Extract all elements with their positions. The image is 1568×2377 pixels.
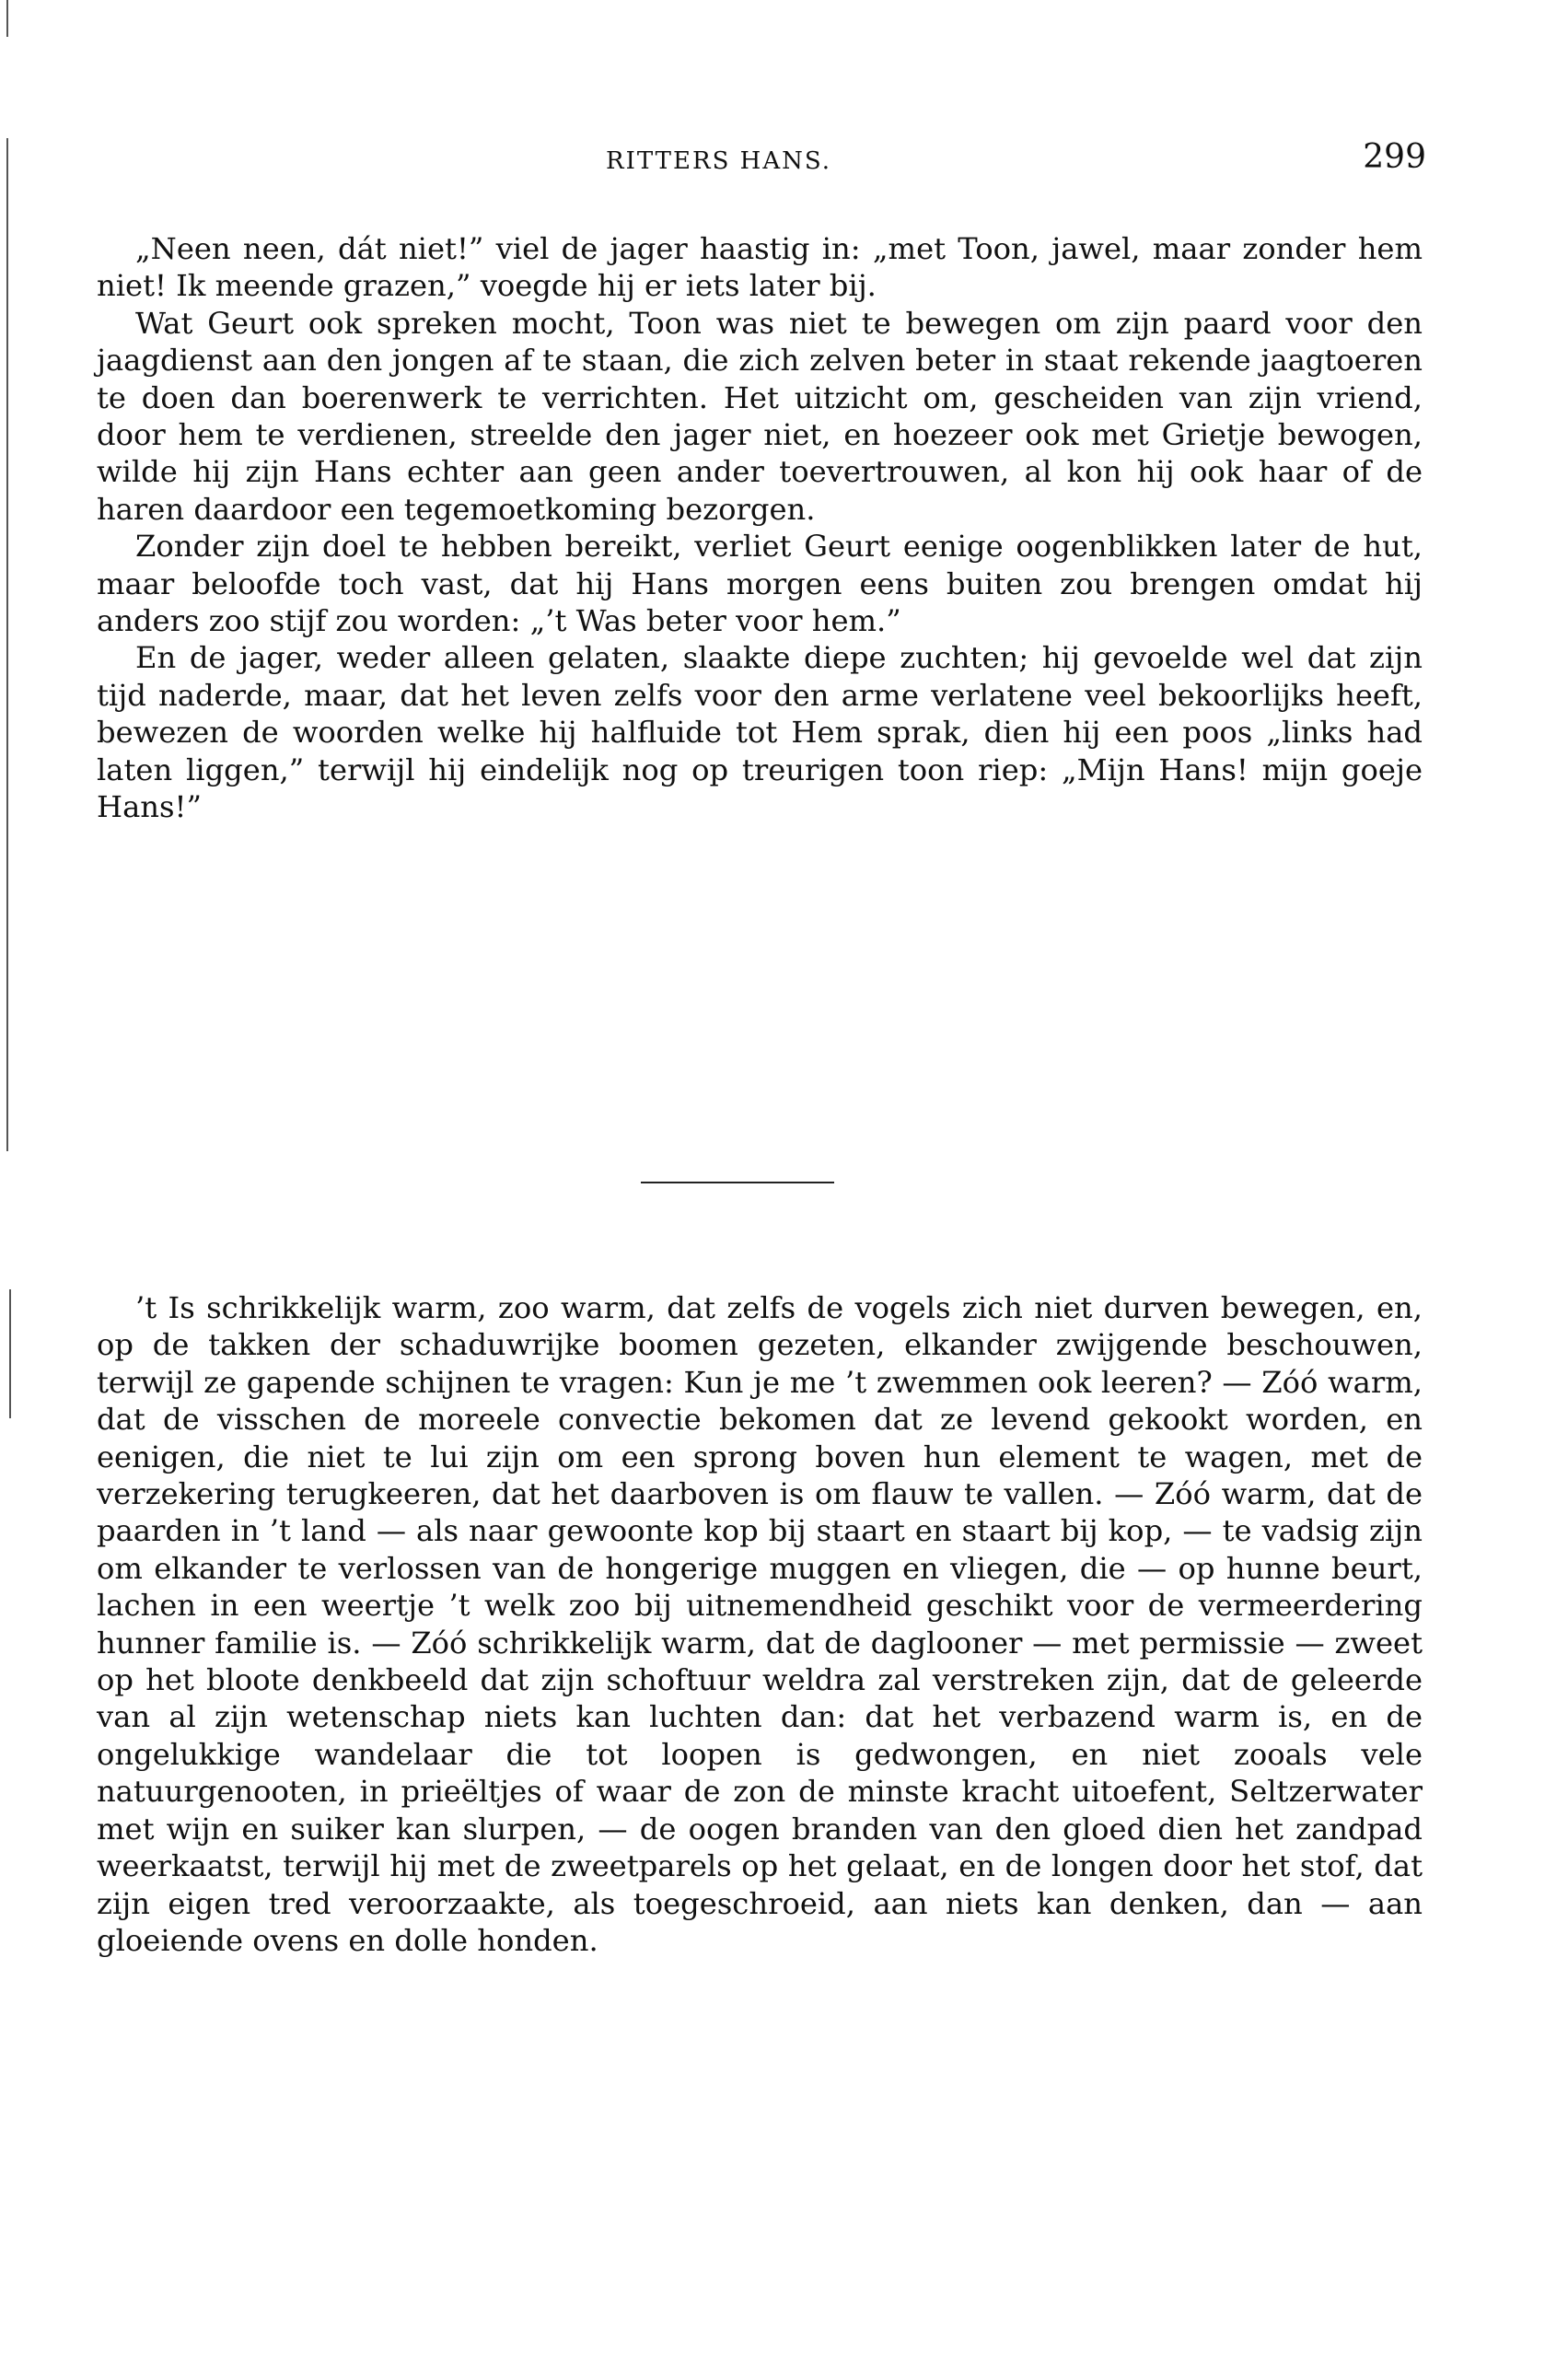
paragraph: Zonder zijn doel te hebben bereikt, verliet Geurt eenige oogenblikken later de hut, maar beloofde toch vast, dat hij Hans morgen eens buiten zou brengen omdat hij anders zoo stijf zou worden: „’t Was beter voor hem.” [97, 529, 1423, 639]
paragraph: ’t Is schrikkelijk warm, zoo warm, dat zelfs de vogels zich niet durven bewegen, en, op de takken der schaduwrijke boomen gezeten, elkander zwijgende beschouwen, terwijl ze gapende schijnen te vragen: Kun je me ’t zwemmen ook leeren? — Zóó warm, dat de visschen de moreele convectie bekomen dat ze levend gekookt worden, en eenigen, die niet te lui zijn om een sprong boven hun element te wagen, met de verzekering terugkeeren, dat het daarboven is om flauw te vallen. — Zóó warm, dat de paarden in ’t land — als naar gewoonte kop bij staart en staart bij kop, — te vadsig zijn om elkander te verlossen van de hongerige muggen en vliegen, die — op hunne beurt, lachen in een weertje ’t welk zoo bij uitnemendheid geschikt voor de vermeerdering hunner familie is. — Zóó schrikkelijk warm, dat de daglooner — met permissie — zweet op het bloote denkbeeld dat zijn schoftuur weldra zal verstreken zijn, dat de geleerde van al zijn wetenschap niets kan luchten dan: dat het verbazend warm is, en de ongelukkige wandelaar die tot loopen is gedwongen, en niet zooals vele natuurgenooten, in prieëltjes of waar de zon de minste kracht uitoefent, Seltzerwater met wijn en suiker kan slurpen, — de oogen branden van den gloed dien het zandpad weerkaatst, terwijl hij met de zweetparels op het gelaat, en de longen door het stof, dat zijn eigen tred veroorzaakte, als toegeschroeid, aan niets kan denken, dan — aan gloeiende ovens en dolle honden. [97, 1290, 1423, 1958]
margin-mark-lower [9, 1289, 11, 1418]
book-page [97, 129, 1426, 2302]
paragraph: „Neen neen, dát niet!” viel de jager haastig in: „met Toon, jawel, maar zonder hem niet! Ik meende grazen,” voegde hij er iets later bij. [97, 231, 1423, 304]
paragraph: En de jager, weder alleen gelaten, slaakte diepe zuchten; hij gevoelde wel dat zijn tijd naderde, maar, dat het leven zelfs voor den arme verlatene veel bekoorlijks heeft, bewezen de woorden welke hij halfluide tot Hem sprak, dien hij een poos „links had laten liggen,” terwijl hij eindelijk nog op treurigen toon riep: „Mijn Hans! mijn goeje Hans!” [97, 640, 1423, 825]
margin-mark-top [6, 0, 8, 37]
page-header [97, 138, 1426, 184]
running-title: RITTERS HANS. [606, 147, 831, 175]
paragraph: Wat Geurt ook spreken mocht, Toon was niet te bewegen om zijn paard voor den jaagdienst aan den jongen af te staan, die zich zelven beter in staat rekende jaagtoeren te doen dan boerenwerk te verrichten. Het uitzicht om, gescheiden van zijn vriend, door hem te verdienen, streelde den jager niet, en hoezeer ook met Grietje bewogen, wilde hij zijn Hans echter aan geen ander toevertrouwen, al kon hij ook haar of de haren daardoor een tegemoetkoming bezorgen. [97, 305, 1423, 527]
text-section-2 [97, 1289, 1423, 1959]
text-section-1 [97, 230, 1423, 826]
section-divider [641, 1182, 834, 1183]
margin-mark-left [6, 138, 8, 1151]
page-number: 299 [1363, 138, 1426, 176]
